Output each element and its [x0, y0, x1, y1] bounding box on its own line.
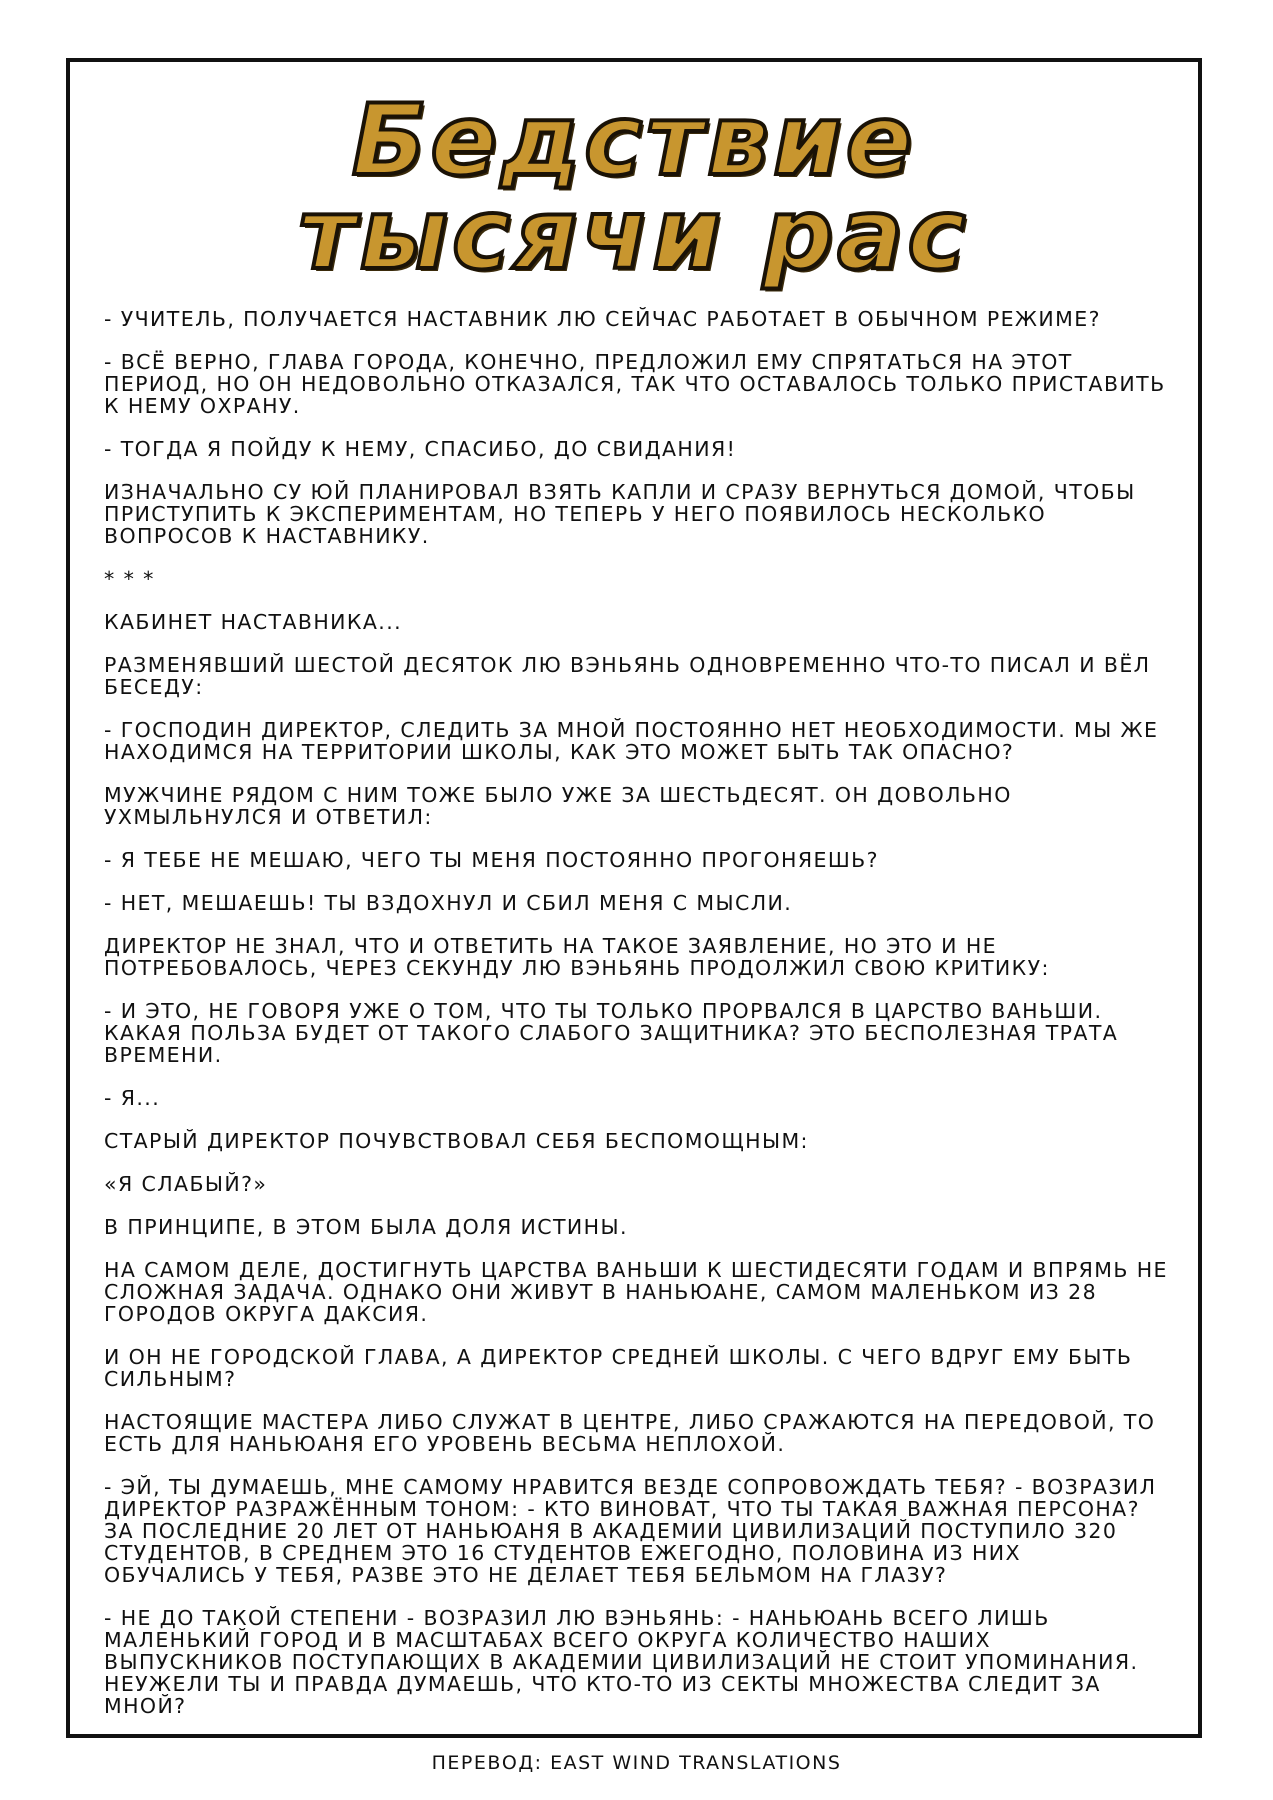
title-logo — [70, 84, 1198, 292]
paragraph: В ПРИНЦИПЕ, В ЭТОМ БЫЛА ДОЛЯ ИСТИНЫ. — [104, 1215, 628, 1239]
paragraph: НАСТОЯЩИЕ МАСТЕРА ЛИБО СЛУЖАТ В ЦЕНТРЕ, ЛИБО СРАЖАЮТСЯ НА ПЕРЕДОВОЙ, ТО ЕСТЬ ДЛЯ НАНЬЮАНЯ ЕГО УРОВЕНЬ ВЕСЬМА НЕПЛОХОЙ. — [104, 1410, 1156, 1456]
paragraph: «Я СЛАБЫЙ?» — [104, 1172, 268, 1196]
translator-credit: ПЕРЕВОД: EAST WIND TRANSLATIONS — [431, 1752, 842, 1774]
paragraph: - И ЭТО, НЕ ГОВОРЯ УЖЕ О ТОМ, ЧТО ТЫ ТОЛЬКО ПРОРВАЛСЯ В ЦАРСТВО ВАНЬШИ. КАКАЯ ПОЛЬЗА БУДЕТ ОТ ТАКОГО СЛАБОГО ЗАЩИТНИКА? ЭТО БЕСПОЛЕЗНАЯ ТРАТА ВРЕМЕНИ. — [104, 999, 1119, 1067]
paragraph: КАБИНЕТ НАСТАВНИКА... — [104, 610, 403, 634]
paragraph: - ЭЙ, ТЫ ДУМАЕШЬ, МНЕ САМОМУ НРАВИТСЯ ВЕЗДЕ СОПРОВОЖДАТЬ ТЕБЯ? - ВОЗРАЗИЛ ДИРЕКТОР РАЗРАЖЁННЫМ ТОНОМ: - КТО ВИНОВАТ, ЧТО ТЫ ТАКАЯ ВАЖНАЯ ПЕРСОНА? ЗА ПОСЛЕДНИЕ 20 ЛЕТ ОТ НАНЬЮАНЯ В АКАДЕМИИ ЦИВИЛИЗАЦИЙ ПОСТУПИЛО 320 СТУДЕНТОВ, В СРЕДНЕМ ЭТО 16 СТУДЕНТОВ ЕЖЕГОДНО, ПОЛОВИНА ИЗ НИХ ОБУЧАЛИСЬ У ТЕБЯ, РАЗВЕ ЭТО НЕ ДЕЛАЕТ ТЕБЯ БЕЛЬМОМ НА ГЛАЗУ? — [104, 1475, 1157, 1587]
paragraph: - Я... — [104, 1086, 161, 1110]
scene-break: * * * — [104, 567, 155, 591]
paragraph: - НЕ ДО ТАКОЙ СТЕПЕНИ - ВОЗРАЗИЛ ЛЮ ВЭНЬЯНЬ: - НАНЬЮАНЬ ВСЕГО ЛИШЬ МАЛЕНЬКИЙ ГОРОД И В МАСШТАБАХ ВСЕГО ОКРУГА КОЛИЧЕСТВО НАШИХ ВЫПУСКНИКОВ ПОСТУПАЮЩИХ В АКАДЕМИИ ЦИВИЛИЗАЦИЙ НЕ СТОИТ УПОМИНАНИЯ. НЕУЖЕЛИ ТЫ И ПРАВДА ДУМАЕШЬ, ЧТО КТО-ТО ИЗ СЕКТЫ МНОЖЕСТВА СЛЕДИТ ЗА МНОЙ? — [104, 1606, 1139, 1718]
paragraph: - НЕТ, МЕШАЕШЬ! ТЫ ВЗДОХНУЛ И СБИЛ МЕНЯ С МЫСЛИ. — [104, 891, 793, 915]
paragraph: - ВСЁ ВЕРНО, ГЛАВА ГОРОДА, КОНЕЧНО, ПРЕДЛОЖИЛ ЕМУ СПРЯТАТЬСЯ НА ЭТОТ ПЕРИОД, НО ОН НЕДОВОЛЬНО ОТКАЗАЛСЯ, ТАК ЧТО ОСТАВАЛОСЬ ТОЛЬКО ПРИСТАВИТЬ К НЕМУ ОХРАНУ. — [104, 350, 1166, 418]
paragraph: НА САМОМ ДЕЛЕ, ДОСТИГНУТЬ ЦАРСТВА ВАНЬШИ К ШЕСТИДЕСЯТИ ГОДАМ И ВПРЯМЬ НЕ СЛОЖНАЯ ЗАДАЧА. ОДНАКО ОНИ ЖИВУТ В НАНЬЮАНЕ, САМОМ МАЛЕНЬКОМ ИЗ 28 ГОРОДОВ ОКРУГА ДАКСИЯ. — [104, 1258, 1168, 1326]
page-frame — [66, 58, 1202, 1738]
paragraph: И ОН НЕ ГОРОДСКОЙ ГЛАВА, А ДИРЕКТОР СРЕДНЕЙ ШКОЛЫ. С ЧЕГО ВДРУГ ЕМУ БЫТЬ СИЛЬНЫМ? — [104, 1345, 1133, 1391]
title-line-2: тысячи рас — [298, 178, 970, 292]
paragraph: - ТОГДА Я ПОЙДУ К НЕМУ, СПАСИБО, ДО СВИДАНИЯ! — [104, 437, 737, 461]
paragraph: ДИРЕКТОР НЕ ЗНАЛ, ЧТО И ОТВЕТИТЬ НА ТАКОЕ ЗАЯВЛЕНИЕ, НО ЭТО И НЕ ПОТРЕБОВАЛОСЬ, ЧЕРЕЗ СЕКУНДУ ЛЮ ВЭНЬЯНЬ ПРОДОЛЖИЛ СВОЮ КРИТИКУ: — [104, 934, 1050, 980]
chapter-text — [104, 308, 1168, 1738]
paragraph: СТАРЫЙ ДИРЕКТОР ПОЧУВСТВОВАЛ СЕБЯ БЕСПОМОЩНЫМ: — [104, 1129, 809, 1153]
paragraph: МУЖЧИНЕ РЯДОМ С НИМ ТОЖЕ БЫЛО УЖЕ ЗА ШЕСТЬДЕСЯТ. ОН ДОВОЛЬНО УХМЫЛЬНУЛСЯ И ОТВЕТИЛ: — [104, 783, 1012, 829]
title-line-1: Бедствие — [351, 84, 917, 198]
paragraph: ИЗНАЧАЛЬНО СУ ЮЙ ПЛАНИРОВАЛ ВЗЯТЬ КАПЛИ И СРАЗУ ВЕРНУТЬСЯ ДОМОЙ, ЧТОБЫ ПРИСТУПИТЬ К ЭКСПЕРИМЕНТАМ, НО ТЕПЕРЬ У НЕГО ПОЯВИЛОСЬ НЕСКОЛЬКО ВОПРОСОВ К НАСТАВНИКУ. — [104, 480, 1136, 548]
paragraph: РАЗМЕНЯВШИЙ ШЕСТОЙ ДЕСЯТОК ЛЮ ВЭНЬЯНЬ ОДНОВРЕМЕННО ЧТО-ТО ПИСАЛ И ВЁЛ БЕСЕДУ: — [104, 653, 1151, 699]
paragraph: - ГОСПОДИН ДИРЕКТОР, СЛЕДИТЬ ЗА МНОЙ ПОСТОЯННО НЕТ НЕОБХОДИМОСТИ. МЫ ЖЕ НАХОДИМСЯ НА ТЕРРИТОРИИ ШКОЛЫ, КАК ЭТО МОЖЕТ БЫТЬ ТАК ОПАСНО? — [104, 718, 1159, 764]
paragraph: - УЧИТЕЛЬ, ПОЛУЧАЕТСЯ НАСТАВНИК ЛЮ СЕЙЧАС РАБОТАЕТ В ОБЫЧНОМ РЕЖИМЕ? — [104, 307, 1101, 331]
paragraph: - Я ТЕБЕ НЕ МЕШАЮ, ЧЕГО ТЫ МЕНЯ ПОСТОЯННО ПРОГОНЯЕШЬ? — [104, 848, 879, 872]
